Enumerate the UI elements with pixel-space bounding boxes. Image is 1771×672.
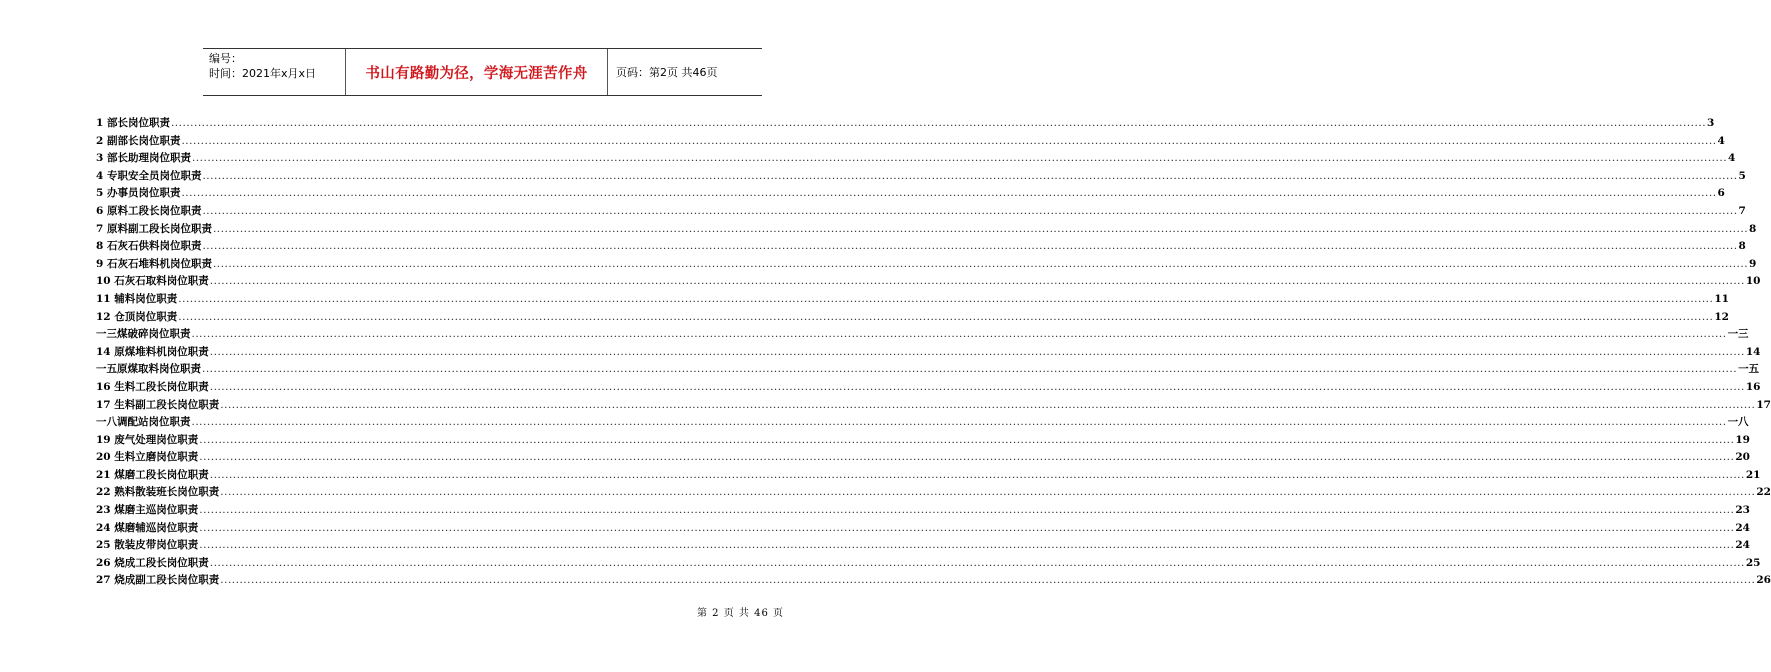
- header-motto: 书山有路勤为径，学海无涯苦作舟: [346, 49, 608, 95]
- toc-entry-title: 25 散装皮带岗位职责: [96, 539, 199, 552]
- toc-dot-leader: ................................................................................................................................................................................................................................................................................................................................................................................................................: [212, 257, 1749, 270]
- toc-dot-leader: ................................................................................................................................................................................................................................................................................................................................................................................................................: [170, 117, 1707, 129]
- toc-entry-title: 2 副部长岗位职责: [96, 134, 181, 147]
- toc-dot-leader: ................................................................................................................................................................................................................................................................................................................................................................................................................: [209, 468, 1745, 481]
- toc-entry-page: 24: [1735, 521, 1750, 534]
- toc-dot-leader: ................................................................................................................................................................................................................................................................................................................................................................................................................: [202, 169, 1738, 182]
- toc-entry-title: 6 原料工段长岗位职责: [96, 204, 202, 217]
- toc-entry-title: 4 专职安全员岗位职责: [96, 169, 202, 182]
- toc-entry-page: 8: [1749, 222, 1757, 235]
- toc-dot-leader: ................................................................................................................................................................................................................................................................................................................................................................................................................: [220, 574, 1756, 587]
- toc-entry-page: 5: [1738, 169, 1746, 182]
- toc-entry[interactable]: [96, 449, 1750, 467]
- toc-entry-page: 3: [1707, 117, 1715, 129]
- toc-entry[interactable]: [96, 273, 1761, 291]
- toc-entry[interactable]: [96, 537, 1750, 555]
- toc-entry[interactable]: [96, 291, 1729, 309]
- toc-dot-leader: ................................................................................................................................................................................................................................................................................................................................................................................................................: [202, 240, 1738, 253]
- toc-entry-page: 4: [1717, 134, 1725, 147]
- toc-entry[interactable]: [96, 256, 1757, 274]
- toc-entry[interactable]: [96, 361, 1760, 379]
- toc-dot-leader: ................................................................................................................................................................................................................................................................................................................................................................................................................: [181, 187, 1717, 200]
- toc-entry[interactable]: [96, 238, 1746, 256]
- toc-dot-leader: ................................................................................................................................................................................................................................................................................................................................................................................................................: [209, 556, 1745, 569]
- toc-entry-page: 22: [1756, 486, 1771, 499]
- toc-entry-title: 9 石灰石堆料机岗位职责: [96, 257, 212, 270]
- toc-entry[interactable]: [96, 221, 1757, 239]
- toc-entry[interactable]: [96, 414, 1749, 432]
- toc-entry-title: 5 办事员岗位职责: [96, 187, 181, 200]
- toc-entry-title: 22 熟料散装班长岗位职责: [96, 486, 220, 499]
- toc-entry-title: 12 仓顶岗位职责: [96, 310, 178, 323]
- page-header: [203, 48, 762, 96]
- toc-dot-leader: ................................................................................................................................................................................................................................................................................................................................................................................................................: [178, 310, 1714, 323]
- toc-entry-page: 25: [1745, 556, 1761, 569]
- toc-entry-page: 7: [1738, 204, 1746, 217]
- toc-dot-leader: ................................................................................................................................................................................................................................................................................................................................................................................................................: [199, 433, 1735, 446]
- toc-entry-page: 21: [1745, 468, 1761, 481]
- toc-entry-title: 一五原煤取料岗位职责: [96, 363, 201, 376]
- toc-entry[interactable]: [96, 150, 1736, 168]
- toc-entry-title: 20 生料立磨岗位职责: [96, 451, 199, 464]
- toc-entry-title: 19 废气处理岗位职责: [96, 433, 199, 446]
- toc-dot-leader: ................................................................................................................................................................................................................................................................................................................................................................................................................: [212, 222, 1749, 235]
- toc-entry-page: 8: [1738, 240, 1746, 253]
- page-footer: 第 2 页 共 46 页: [697, 608, 784, 619]
- toc-entry-page: 一五: [1738, 363, 1760, 376]
- toc-entry-page: 9: [1749, 257, 1757, 270]
- toc-dot-leader: ................................................................................................................................................................................................................................................................................................................................................................................................................: [191, 152, 1728, 165]
- toc-entry-title: 10 石灰石取料岗位职责: [96, 275, 209, 288]
- toc-entry-page: 23: [1735, 504, 1750, 517]
- toc-dot-leader: ................................................................................................................................................................................................................................................................................................................................................................................................................: [209, 345, 1745, 358]
- toc-entry-page: 12: [1714, 310, 1729, 323]
- toc-entry[interactable]: [96, 309, 1729, 327]
- toc-entry[interactable]: [96, 344, 1761, 362]
- toc-entry-page: 6: [1717, 187, 1725, 200]
- toc-entry-title: 11 辅料岗位职责: [96, 292, 178, 305]
- toc-entry[interactable]: [96, 572, 1771, 590]
- toc-entry-page: 10: [1745, 275, 1761, 288]
- toc-dot-leader: ................................................................................................................................................................................................................................................................................................................................................................................................................: [181, 134, 1717, 147]
- toc-entry[interactable]: [96, 115, 1715, 133]
- table-of-contents: [96, 115, 1771, 590]
- toc-dot-leader: ................................................................................................................................................................................................................................................................................................................................................................................................................: [220, 398, 1756, 411]
- toc-entry-title: 1 部长岗位职责: [96, 117, 170, 129]
- toc-entry-title: 一八调配站岗位职责: [96, 416, 191, 429]
- toc-dot-leader: ................................................................................................................................................................................................................................................................................................................................................................................................................: [199, 539, 1735, 552]
- toc-entry[interactable]: [96, 555, 1761, 573]
- toc-entry[interactable]: [96, 484, 1771, 502]
- toc-entry[interactable]: [96, 520, 1750, 538]
- toc-entry-page: 11: [1714, 292, 1729, 305]
- toc-entry[interactable]: [96, 467, 1761, 485]
- toc-dot-leader: ................................................................................................................................................................................................................................................................................................................................................................................................................: [178, 292, 1714, 305]
- toc-entry[interactable]: [96, 203, 1746, 221]
- toc-entry-page: 14: [1745, 345, 1761, 358]
- toc-dot-leader: ................................................................................................................................................................................................................................................................................................................................................................................................................: [209, 275, 1745, 288]
- toc-entry[interactable]: [96, 168, 1746, 186]
- toc-entry-title: 16 生料工段长岗位职责: [96, 380, 209, 393]
- document-time-label: 时间：2021年x月x日: [209, 67, 317, 80]
- toc-entry[interactable]: [96, 379, 1761, 397]
- toc-entry-page: 17: [1756, 398, 1771, 411]
- toc-entry-page: 19: [1735, 433, 1750, 446]
- toc-entry-title: 24 煤磨辅巡岗位职责: [96, 521, 199, 534]
- toc-entry-title: 27 烧成副工段长岗位职责: [96, 574, 220, 587]
- toc-entry[interactable]: [96, 432, 1750, 450]
- toc-entry-page: 4: [1728, 152, 1736, 165]
- toc-dot-leader: ................................................................................................................................................................................................................................................................................................................................................................................................................: [209, 380, 1745, 393]
- toc-entry-title: 21 煤磨工段长岗位职责: [96, 468, 209, 481]
- toc-entry-page: 16: [1745, 380, 1761, 393]
- toc-entry-title: 8 石灰石供料岗位职责: [96, 240, 202, 253]
- header-page-info: 页码：第2页 共46页: [616, 66, 718, 79]
- toc-entry[interactable]: [96, 502, 1750, 520]
- header-meta: [203, 49, 346, 95]
- toc-entry-title: 一三煤破碎岗位职责: [96, 328, 191, 341]
- toc-entry-title: 26 烧成工段长岗位职责: [96, 556, 209, 569]
- toc-entry-title: 3 部长助理岗位职责: [96, 152, 191, 165]
- toc-entry[interactable]: [96, 185, 1725, 203]
- toc-entry-page: 24: [1735, 539, 1750, 552]
- toc-entry-page: 一三: [1727, 328, 1749, 341]
- toc-dot-leader: ................................................................................................................................................................................................................................................................................................................................................................................................................: [191, 416, 1727, 429]
- toc-entry-page: 20: [1735, 451, 1750, 464]
- toc-dot-leader: ................................................................................................................................................................................................................................................................................................................................................................................................................: [191, 328, 1727, 341]
- toc-dot-leader: ................................................................................................................................................................................................................................................................................................................................................................................................................: [202, 204, 1738, 217]
- toc-entry-title: 17 生料副工段长岗位职责: [96, 398, 220, 411]
- toc-dot-leader: ................................................................................................................................................................................................................................................................................................................................................................................................................: [199, 521, 1735, 534]
- toc-entry-title: 14 原煤堆料机岗位职责: [96, 345, 209, 358]
- toc-dot-leader: ................................................................................................................................................................................................................................................................................................................................................................................................................: [199, 451, 1735, 464]
- toc-dot-leader: ................................................................................................................................................................................................................................................................................................................................................................................................................: [220, 486, 1756, 499]
- toc-entry-page: 一八: [1727, 416, 1749, 429]
- toc-entry-page: 26: [1756, 574, 1771, 587]
- toc-entry-title: 7 原料副工段长岗位职责: [96, 222, 212, 235]
- toc-dot-leader: ................................................................................................................................................................................................................................................................................................................................................................................................................: [199, 504, 1735, 517]
- document-number-label: 编号：: [209, 52, 242, 65]
- toc-entry[interactable]: [96, 326, 1749, 344]
- toc-entry[interactable]: [96, 397, 1771, 415]
- toc-entry-title: 23 煤磨主巡岗位职责: [96, 504, 199, 517]
- toc-dot-leader: ................................................................................................................................................................................................................................................................................................................................................................................................................: [202, 363, 1738, 376]
- toc-entry[interactable]: [96, 133, 1725, 151]
